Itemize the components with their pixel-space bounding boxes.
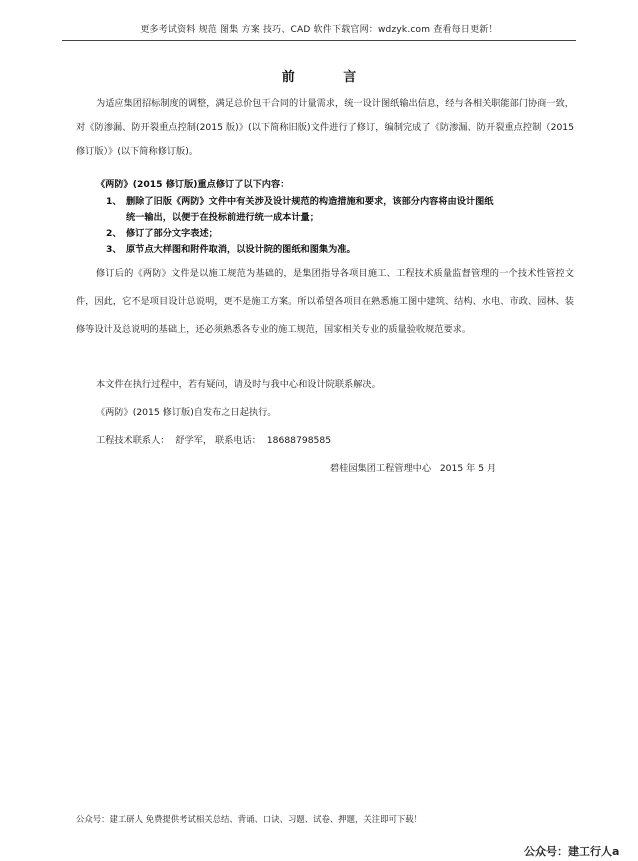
body-paragraph: 修订后的《两防》文件是以施工规范为基础的，是集团指导各项目施工、工程技术质量监督管理的一个技术性管控文件，因此，它不是项目设计总说明，更不是施工方案。所以希望各项目在熟悉施工图中建筑、结构、水电、市政、园林、装修等设计及总说明的基础上，还必须熟悉各专业的施工规范，国家相关专业的质量验收规范要求。 <box>76 268 574 335</box>
revision-item-text: 删除了旧版《两防》文件中有关涉及设计规范的构造措施和要求，该部分内容将由设计图纸 <box>126 196 494 207</box>
contact-label: 工程技术联系人： <box>96 435 170 446</box>
page-title: 前 言 <box>281 70 379 85</box>
revision-heading: 《两防》(2015 修订版)重点修订了以下内容： <box>96 179 290 190</box>
revision-item-text: 原节点大样图和附件取消，以设计院的图纸和图集为准。 <box>126 244 356 255</box>
page-footer: 公众号：建工研人 免费提供考试相关总结、背诵、口诀、习题、试卷、押题，关注即可下载！ <box>76 814 423 824</box>
revision-item-number: 2、 <box>106 228 122 239</box>
revision-item-number: 3、 <box>106 244 122 255</box>
phone-label: 联系电话： <box>215 435 261 446</box>
signature <box>330 460 496 474</box>
contact-note: 本文件在执行过程中，若有疑问，请及时与我中心和设计院联系解决。 <box>96 379 381 390</box>
watermark-text: 公众号：建工行人a <box>524 845 620 858</box>
intro-paragraph: 为适应集团招标制度的调整，满足总价包干合同的计量需求，统一设计图纸输出信息，经与各相关职能部门协商一致，对《防渗漏、防开裂重点控制(2015 版)》(以下简称旧版)文件进行了修订，编制完成了《防渗漏、防开裂重点控制（2015 修订版）》(以下简称修订版)。 <box>76 98 574 157</box>
revision-item-text: 修订了部分文字表述； <box>126 228 218 239</box>
revision-item-1 <box>106 194 576 226</box>
contact-phone: 18688798585 <box>266 435 332 446</box>
page-header: 更多考试资料 规范 图集 方案 技巧、CAD 软件下载官网：wdzyk.com 查看每日更新！ <box>140 25 498 35</box>
contact-name: 舒学军， <box>175 435 213 446</box>
header-divider <box>62 40 576 41</box>
revision-item-text-cont: 统一输出，以便于在投标前进行统一成本计量； <box>126 212 319 223</box>
revision-item-number: 1、 <box>106 196 122 207</box>
revision-item-3 <box>106 242 576 258</box>
revision-item-2 <box>106 226 576 242</box>
effective-note: 《两防》(2015 修订版)自发布之日起执行。 <box>96 407 277 418</box>
signature-org: 碧桂园集团工程管理中心 <box>330 463 432 474</box>
contact-line <box>96 432 331 446</box>
signature-date: 2015 年 5 月 <box>439 463 497 474</box>
